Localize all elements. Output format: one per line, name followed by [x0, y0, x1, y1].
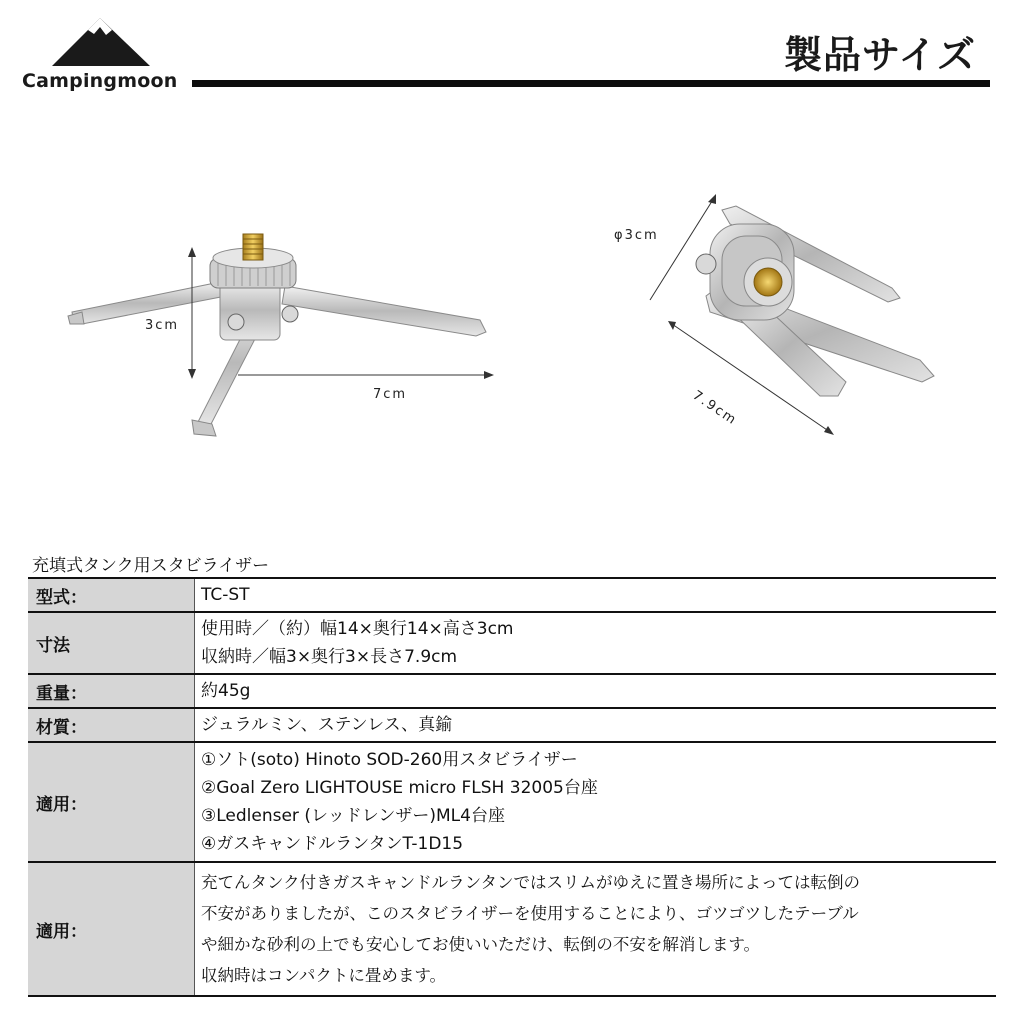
spec-value-line: ④ガスキャンドルランタンT-1D15	[201, 834, 464, 854]
table-row	[28, 742, 996, 862]
header-rule	[192, 80, 990, 87]
spec-value-line: TC-ST	[201, 585, 250, 605]
table-row	[28, 612, 996, 674]
table-row	[28, 862, 996, 996]
table-row	[28, 708, 996, 742]
spec-value-line: や細かな砂利の上でも安心してお使いいただけ、転倒の不安を解消します。	[201, 935, 761, 954]
spec-value	[195, 578, 997, 612]
spec-label: 材質：	[28, 708, 195, 742]
spec-value-line: 使用時／（約）幅14×奥行14×高さ3cm	[201, 619, 514, 639]
mountain-logo-icon	[52, 18, 150, 66]
dimension-lines-right	[640, 190, 840, 440]
spec-value-line: 充てんタンク付きガスキャンドルランタンではスリムがゆえに置き場所によっては転倒の	[201, 873, 861, 892]
length-dimension-label: 7.9cm	[689, 388, 740, 429]
spec-label: 寸法	[28, 612, 195, 674]
spec-label: 重量：	[28, 674, 195, 708]
width-dimension-label: 7cm	[373, 387, 408, 402]
spec-value-line: 収納時はコンパクトに畳めます。	[201, 966, 447, 985]
spec-value	[195, 742, 997, 862]
header	[0, 0, 1024, 110]
spec-value-line: 収納時／幅3×奥行3×長さ7.9cm	[201, 647, 458, 667]
spec-value-line: ②Goal Zero LIGHTOUSE micro FLSH 32005台座	[201, 778, 598, 798]
spec-value	[195, 612, 997, 674]
spec-value-line: 不安がありましたが、このスタビライザーを使用することにより、ゴツゴツしたテーブル	[201, 904, 859, 923]
spec-description	[195, 862, 997, 996]
height-dimension-label: 3cm	[145, 318, 180, 333]
diameter-dimension-label: φ3cm	[614, 228, 659, 243]
spec-value	[195, 708, 997, 742]
spec-label: 適用：	[28, 862, 195, 996]
spec-value	[195, 674, 997, 708]
brand-name: Campingmoon	[22, 70, 178, 92]
table-row	[28, 578, 996, 612]
spec-value-line: ③Ledlenser (レッドレンザー)ML4台座	[201, 806, 505, 826]
dimension-lines-left	[180, 245, 500, 385]
spec-value-line: ジュラルミン、ステンレス、真鍮	[201, 715, 453, 735]
product-caption: 充填式タンク用スタビライザー	[32, 556, 270, 576]
spec-value-line: ①ソト(soto) Hinoto SOD-260用スタビライザー	[201, 750, 578, 770]
page-title: 製品サイズ	[784, 33, 976, 77]
brand-logo	[22, 18, 182, 98]
spec-table	[28, 577, 996, 997]
spec-value-line: 約45g	[201, 681, 251, 701]
spec-label: 型式：	[28, 578, 195, 612]
table-row	[28, 674, 996, 708]
spec-label: 適用：	[28, 742, 195, 862]
